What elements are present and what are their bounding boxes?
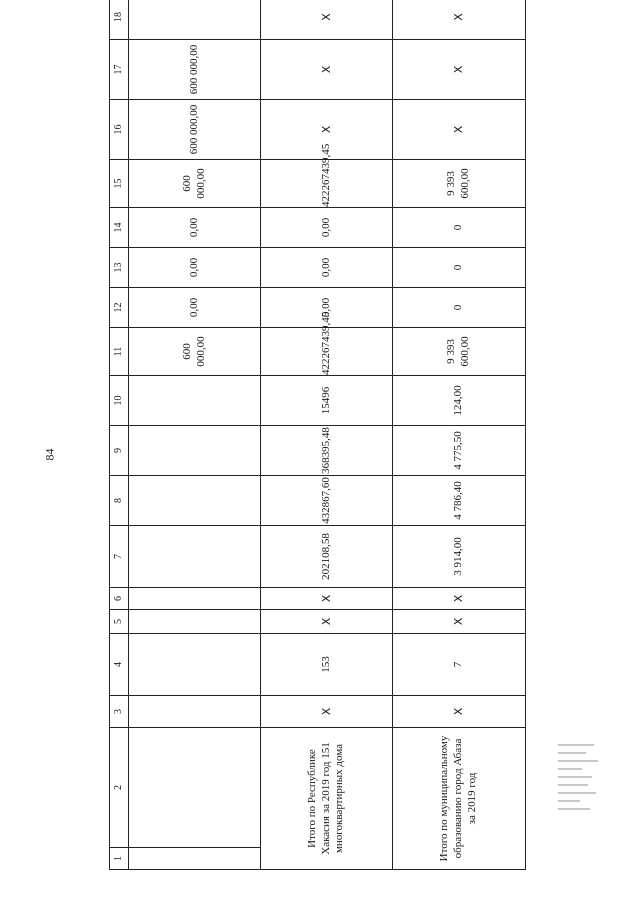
table-cell: 0	[393, 208, 526, 248]
table-cell: 422267439,45	[261, 328, 393, 376]
column-number: 2	[110, 728, 129, 848]
column-number: 4	[110, 634, 129, 696]
column-number: 16	[110, 100, 129, 160]
table-cell: 0	[393, 248, 526, 288]
table-cell: Х	[393, 0, 526, 40]
table-cell: 3 914,00	[393, 526, 526, 588]
table-cell	[129, 848, 261, 870]
page-number: 84	[42, 448, 57, 461]
table-cell	[129, 634, 261, 696]
table-row	[393, 0, 526, 870]
column-number: 18	[110, 0, 129, 40]
column-number: 1	[110, 848, 129, 870]
table-cell: 0,00	[129, 208, 261, 248]
table-cell: 202108,58	[261, 526, 393, 588]
data-table-rotated	[109, 12, 524, 870]
column-number: 12	[110, 288, 129, 328]
column-number: 10	[110, 376, 129, 426]
table-cell	[129, 588, 261, 610]
table-cell: 153	[261, 634, 393, 696]
table-cell: 0,00	[261, 208, 393, 248]
column-number: 17	[110, 40, 129, 100]
column-number: 14	[110, 208, 129, 248]
column-number: 8	[110, 476, 129, 526]
column-number: 3	[110, 696, 129, 728]
table-cell: 0,00	[261, 248, 393, 288]
table-cell: Х	[261, 696, 393, 728]
data-table	[109, 0, 526, 870]
table-row	[261, 0, 393, 870]
header-row	[110, 0, 129, 870]
table-cell	[129, 526, 261, 588]
table-cell: 600 000,00	[129, 40, 261, 100]
table-cell: 368395,48	[261, 426, 393, 476]
table-cell: Х	[393, 40, 526, 100]
table-cell: 600 000,00	[129, 328, 261, 376]
table-cell: Х	[393, 588, 526, 610]
column-number: 7	[110, 526, 129, 588]
table-cell	[129, 376, 261, 426]
table-cell: 4 786,40	[393, 476, 526, 526]
table-cell: Х	[261, 100, 393, 160]
table-cell: Х	[261, 0, 393, 40]
table-cell: 9 393 600,00	[393, 328, 526, 376]
table-cell: 9 393 600,00	[393, 160, 526, 208]
table-cell: 124,00	[393, 376, 526, 426]
table-cell: 0	[393, 288, 526, 328]
column-number: 9	[110, 426, 129, 476]
table-cell: Х	[393, 100, 526, 160]
table-cell	[129, 728, 261, 848]
table-cell: 0,00	[261, 288, 393, 328]
table-cell: Х	[261, 588, 393, 610]
table-cell: Х	[393, 696, 526, 728]
faint-stamp	[558, 738, 602, 850]
table-cell: 4 775,50	[393, 426, 526, 476]
column-number: 13	[110, 248, 129, 288]
table-cell: 600 000,00	[129, 100, 261, 160]
table-cell	[129, 0, 261, 40]
column-number: 15	[110, 160, 129, 208]
table-cell: 0,00	[129, 248, 261, 288]
table-cell: 7	[393, 634, 526, 696]
table-cell: 600 000,00	[129, 160, 261, 208]
table-cell: 15496	[261, 376, 393, 426]
table-cell	[129, 426, 261, 476]
table-cell: Х	[261, 610, 393, 634]
table-cell: 432867,60	[261, 476, 393, 526]
column-number: 11	[110, 328, 129, 376]
column-number: 5	[110, 610, 129, 634]
table-cell	[129, 696, 261, 728]
table-row	[129, 0, 261, 870]
table-cell: Х	[393, 610, 526, 634]
table-cell: Х	[261, 40, 393, 100]
table-cell	[129, 610, 261, 634]
table-cell	[129, 476, 261, 526]
column-number: 6	[110, 588, 129, 610]
table-cell: 422267439,45	[261, 160, 393, 208]
row-label: Итого по Республике Хакасия за 2019 год 151 многоквартирных дома	[261, 728, 393, 870]
row-label: Итого по муниципальному образованию город Абаза за 2019 год	[393, 728, 526, 870]
table-cell: 0,00	[129, 288, 261, 328]
